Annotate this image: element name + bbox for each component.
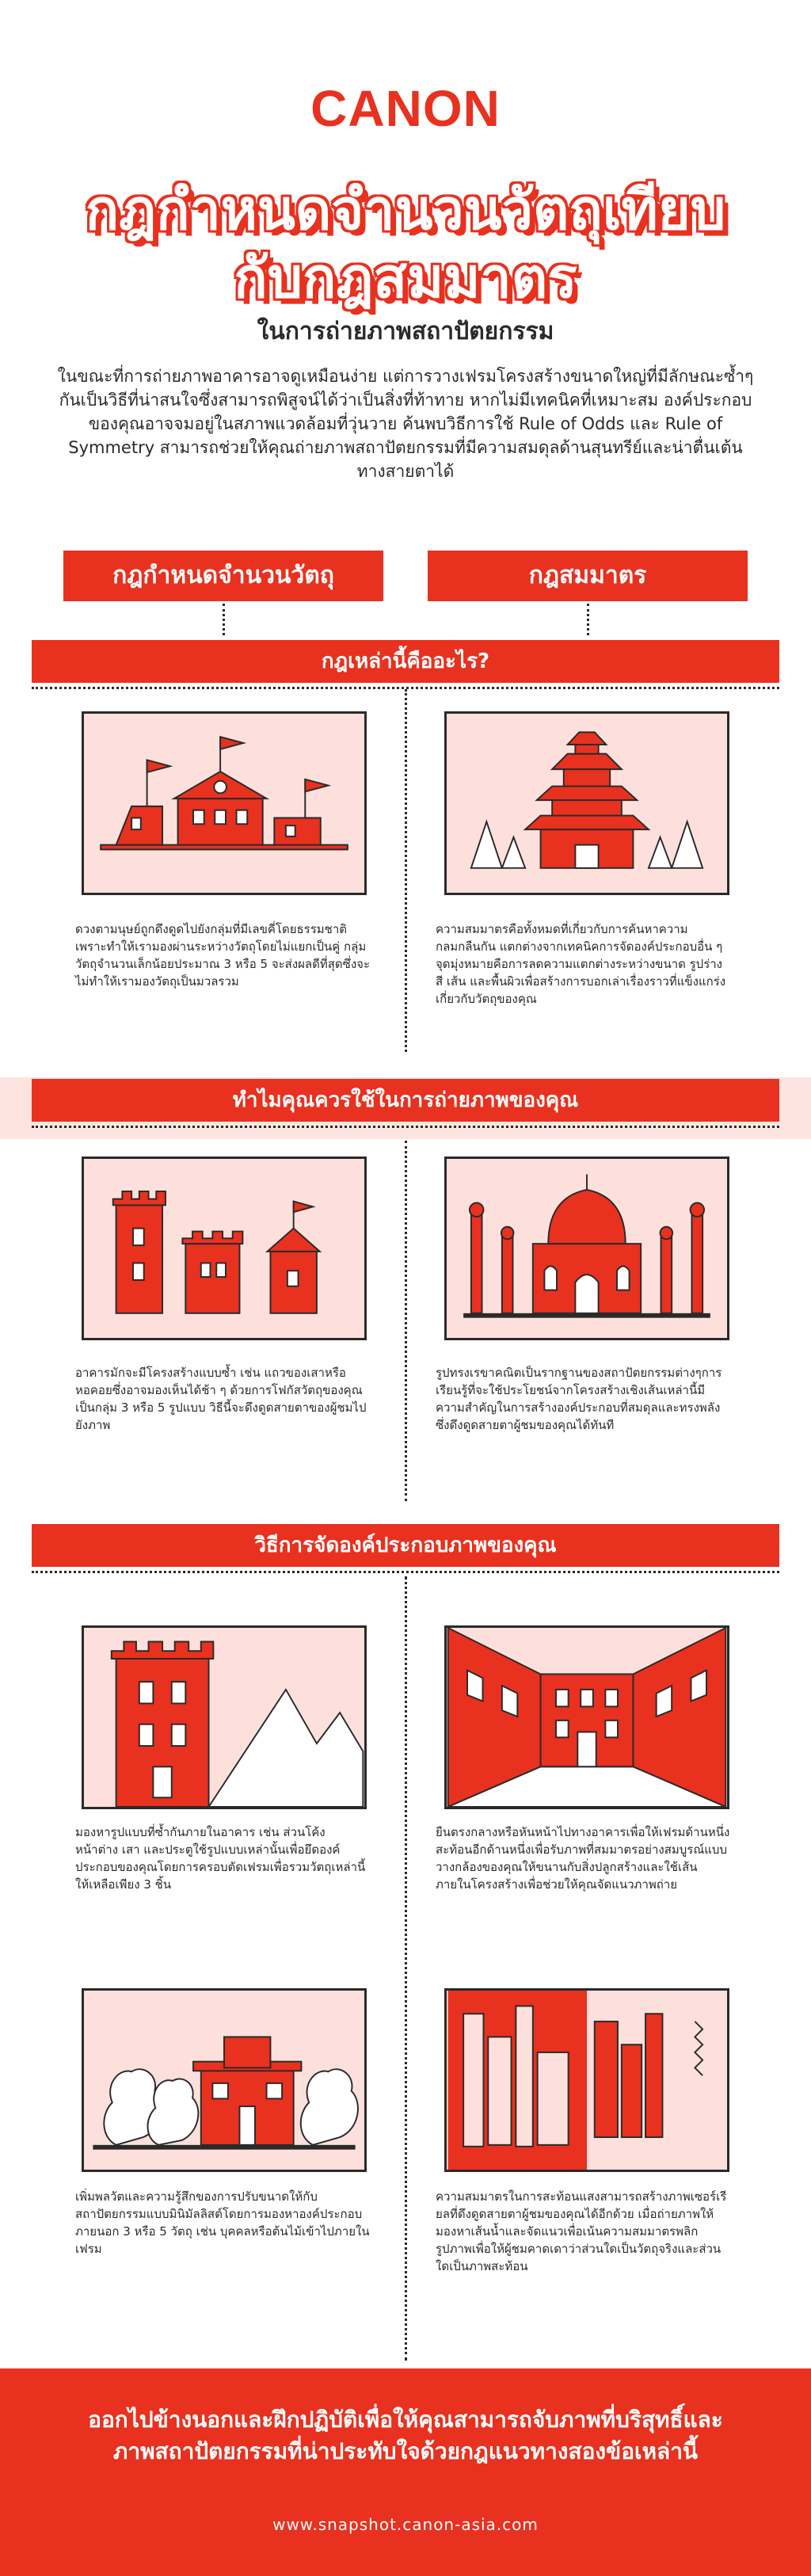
section3-right-text: ยืนตรงกลางหรือหันหน้าไปทางอาคารเพื่อให้เฟรมด้านหนึ่งสะท้อนอีกด้านหนึ่งเพื่อรับภาพที่สมมาตรอย่างสมบูรณ์แบบวางกล้องของคุณให้ขนานกับสิ่งปลูกสร้างและใช้เส้นภายในโครงสร้างเพื่อช่วยให้คุณจัดแนวภาพถ่าย	[436, 1825, 730, 1892]
section4-left-text: เพิ่มพลวัตและความรู้สึกของการปรับขนาดให้กับสถาปัตยกรรมแบบมินิมัลลิสต์โดยการมองหาองค์ประกอบภายนอก 3 หรือ 5 วัตถุ เช่น บุคคลหรือต้นไม้เข้าไปภายในเฟรม	[75, 2189, 370, 2256]
section1-left-text: ดวงตามนุษย์ถูกดึงดูดไปยังกลุ่มที่มีเลขคี่โดยธรรมชาติเพราะทำให้เรามองผ่านระหว่างวัตถุโดยไม่แยกเป็นคู่ กลุ่มวัตถุจำนวนเล็กน้อยประมาณ 3 หรือ 5 จะส่งผลดีที่สุดซึ่งจะไม่ทำให้เรามองวัตถุเป็นมวลรวม	[75, 922, 370, 989]
japanese-castle-with-trees-icon	[444, 711, 729, 895]
page-title-line2: กับกฎสมมาตร	[234, 246, 577, 311]
dotted-connector	[223, 604, 225, 635]
section-heading-why: ทำไมคุณควรใช้ในการถ่ายภาพของคุณ	[32, 1079, 779, 1122]
castle-towers-icon	[82, 1157, 367, 1340]
footer-banner	[0, 2368, 811, 2576]
center-divider	[405, 1141, 407, 1501]
trees-and-house-icon	[82, 1988, 367, 2172]
center-divider	[405, 1576, 407, 2361]
courtyard-building-icon	[444, 1625, 729, 1809]
section-heading-how: วิธีการจัดองค์ประกอบภาพของคุณ	[32, 1524, 779, 1567]
brand-logo: CANON	[310, 80, 501, 137]
dotted-connector	[587, 604, 589, 635]
section2-right-text: รูปทรงเรขาคณิตเป็นรากฐานของสถาปัตยกรรมต่างๆการเรียนรู้ที่จะใช้ประโยชน์จากโครงสร้างเชิงเส้นเหล่านี้มีความสำคัญในการสร้างองค์ประกอบที่สมดุลและทรงพลังซึ่งดึงดูดสายตาผู้ชมของคุณได้ทันที	[436, 1366, 722, 1432]
section-heading-what: กฎเหล่านี้คืออะไร?	[32, 640, 779, 683]
section2-left-text: อาคารมักจะมีโครงสร้างแบบซ้ำ เช่น แถวของเสาหรือหอคอยซึ่งอาจมองเห็นได้ช้า ๆ ด้วยการโฟกัสวัตถุของคุณเป็นกลุ่ม 3 หรือ 5 รูปแบบ วิธีนี้จะดึงดูดสายตาของผู้ชมไปยังภาพ	[75, 1366, 367, 1432]
city-reflection-icon	[444, 1988, 729, 2172]
school-building-with-flags-icon	[82, 711, 367, 895]
footer-website-link[interactable]: www.snapshot.canon-asia.com	[272, 2515, 539, 2534]
center-divider	[405, 689, 407, 1052]
taj-mahal-icon	[444, 1157, 729, 1340]
section3-left-text: มองหารูปแบบที่ซ้ำกันภายในอาคาร เช่น ส่วนโค้ง หน้าต่าง เสา และประตูใช้รูปแบบเหล่านั้นเพื่อยึดองค์ประกอบของคุณโดยการครอบตัดเฟรมเพื่อรวมวัตถุเหล่านี้ให้เหลือเพียง 3 ชิ้น	[75, 1825, 366, 1892]
tower-and-mountains-icon	[82, 1625, 367, 1809]
column-header-rule-of-odds: กฎกำหนดจำนวนวัตถุ	[63, 551, 383, 601]
page-subtitle: ในการถ่ายภาพสถาปัตยกรรม	[257, 318, 554, 345]
section4-right-text: ความสมมาตรในการสะท้อนแสงสามารถสร้างภาพเซอร์เรียลที่ดึงดูดสายตาผู้ชมของคุณได้อีกด้วย เมื่อถ่ายภาพให้มองหาเส้นน้ำและจัดแนวเพื่อเน้นความสมมาตรพลิกรูปภาพเพื่อให้ผู้ชมคาดเดาว่าส่วนใดเป็นวัตถุจริงและส่วนใดเป็นภาพสะท้อน	[436, 2189, 727, 2273]
footer-call-to-action: ออกไปข้างนอกและฝึกปฏิบัติเพื่อให้คุณสามารถจับภาพที่บริสุทธิ์และภาพสถาปัตยกรรมที่น่าประทับใจด้วยกฎแนวทางสองข้อเหล่านี้	[88, 2406, 723, 2464]
divider	[32, 1571, 779, 1573]
intro-paragraph: ในขณะที่การถ่ายภาพอาคารอาจดูเหมือนง่าย แต่การวางเฟรมโครงสร้างขนาดใหญ่ที่มีลักษณะซ้ำๆ กันเป็นวิธีที่น่าสนใจซึ่งสามารถพิสูจน์ได้ว่าเป็นสิ่งที่ท้าทาย หากไม่มีเทคนิคที่เหมาะสม องค์ประกอบของคุณอาจจมอยู่ในสภาพแวดล้อมที่วุ่นวาย ค้นพบวิธีการใช้ Rule of Odds และ Rule of Symmetry สามารถช่วยให้คุณถ่ายภาพสถาปัตยกรรมที่มีความสมดุลด้านสุนทรีย์และน่าตื่นเต้นทางสายตาได้	[57, 367, 754, 481]
section1-right-text: ความสมมาตรคือทั้งหมดที่เกี่ยวกับการค้นหาความกลมกลืนกัน แตกต่างจากเทคนิคการจัดองค์ประกอบอื่น ๆ จุดมุ่งหมายคือการลดความแตกต่างระหว่างขนาด รูปร่าง สี เส้น และพื้นผิวเพื่อสร้างการบอกเล่าเรื่องราวที่แข็งแกร่งเกี่ยวกับวัตถุของคุณ	[436, 922, 726, 1006]
column-header-rule-of-symmetry: กฎสมมาตร	[428, 551, 748, 601]
divider	[32, 1126, 779, 1128]
page-title-line1: กฎกำหนดจำนวนวัตถุเทียบ	[85, 177, 726, 242]
